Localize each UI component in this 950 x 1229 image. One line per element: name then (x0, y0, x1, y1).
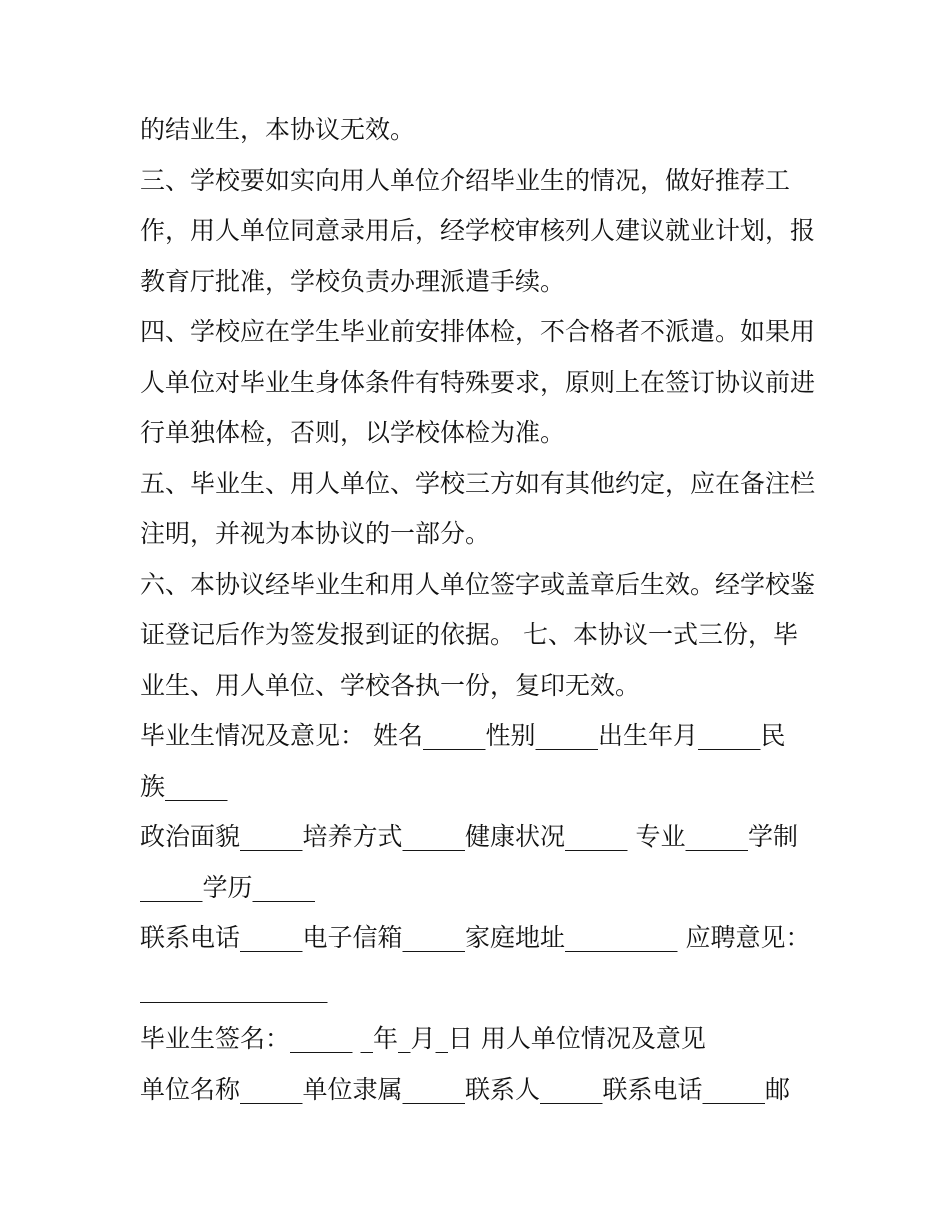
text-line: _____学历_____ (140, 872, 316, 902)
text-line: 注明，并视为本协议的一部分。 (140, 519, 491, 548)
text-line: 毕业生情况及意见： 姓名_____性别_____出生年月_____民 (140, 721, 786, 750)
text-line: 联系电话_____电子信箱_____家庭地址_________ 应聘意见： (140, 923, 811, 952)
text-line: 族_____ (140, 771, 228, 801)
text-line: 教育厅批准，学校负责办理派遣手续。 (140, 266, 566, 296)
text-line: 四、学校应在学生毕业前安排体检，不合格者不派遣。如果用 (140, 317, 816, 346)
text-line: 五、毕业生、用人单位、学校三方如有其他约定，应在备注栏 (140, 468, 816, 498)
text-line: 毕业生签名：_____ _年_月_日 用人单位情况及意见 (140, 1024, 706, 1053)
text-line: 人单位对毕业生身体条件有特殊要求，原则上在签订协议前进 (140, 367, 816, 397)
text-line: 六、本协议经毕业生和用人单位签字或盖章后生效。经学校鉴 (140, 569, 816, 599)
text-line: 政治面貌_____培养方式_____健康状况_____ 专业_____学制 (140, 822, 798, 851)
text-line: 行单独体检，否则，以学校体检为准。 (140, 418, 566, 447)
text-line: 作，用人单位同意录用后，经学校审核列人建议就业计划，报 (140, 216, 816, 245)
text-line: 三、学校要如实向用人单位介绍毕业生的情况，做好推荐工 (140, 165, 791, 195)
text-line: 的结业生，本协议无效。 (140, 115, 416, 144)
text-line: _______________ (140, 973, 328, 1003)
text-line: 证登记后作为签发报到证的依据。 七、本协议一式三份，毕 (140, 620, 798, 649)
agreement-text (140, 108, 820, 1118)
text-line: 业生、用人单位、学校各执一份，复印无效。 (140, 670, 641, 700)
text-line: 单位名称_____单位隶属_____联系人_____联系电话_____邮 (140, 1074, 791, 1104)
